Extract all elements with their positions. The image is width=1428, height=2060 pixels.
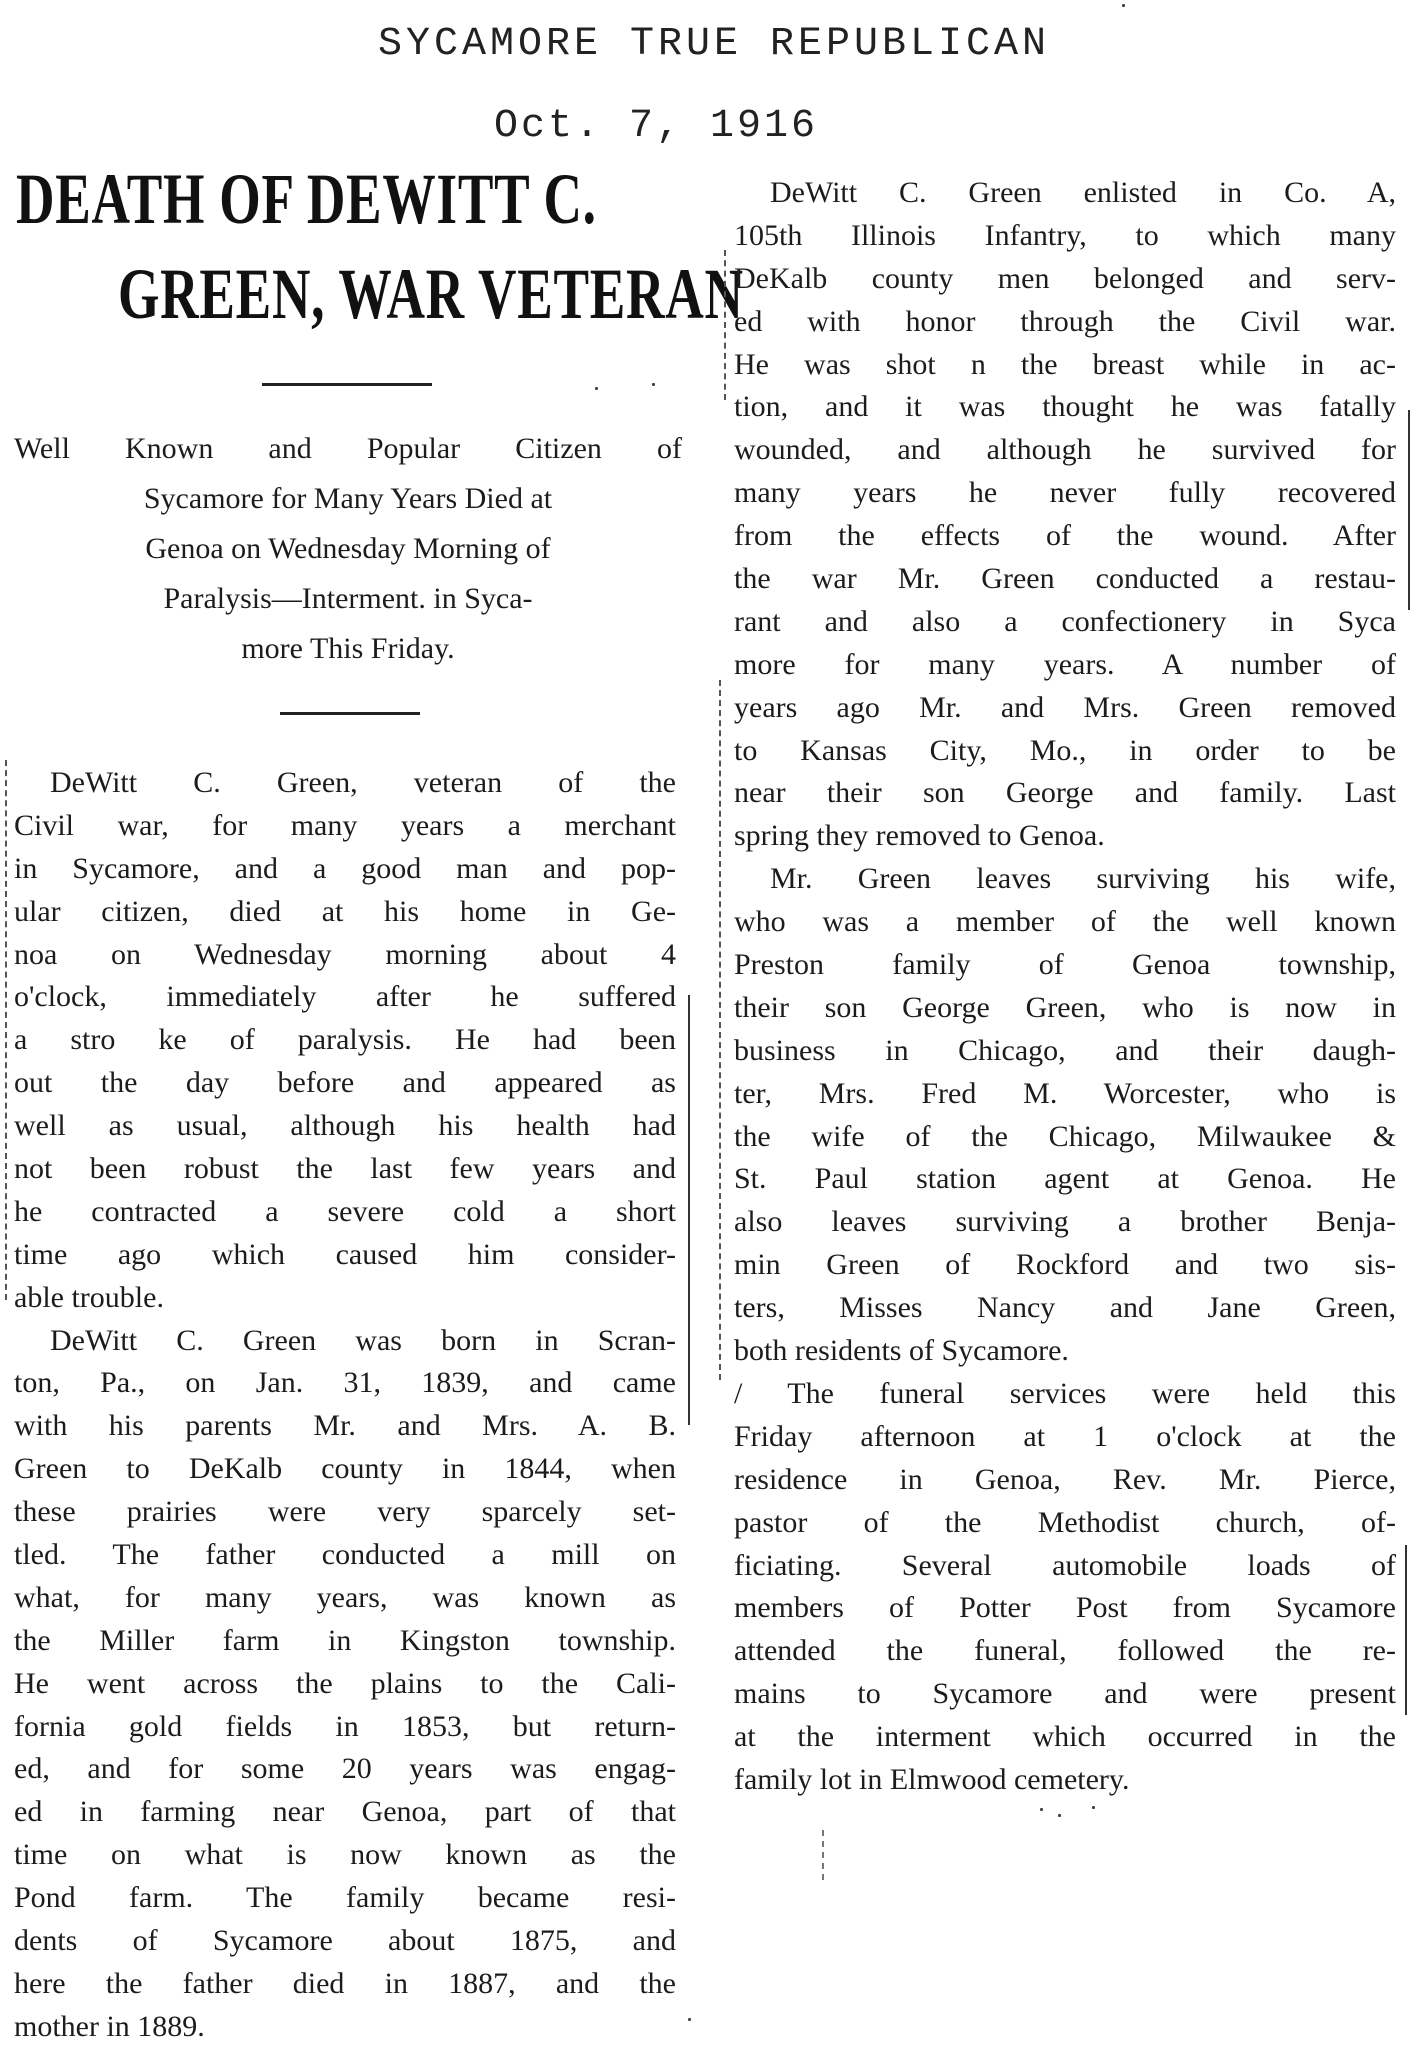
article-text-line: with his parents Mr. and Mrs. A. B. [14, 1409, 676, 1443]
article-text-line: from the effects of the wound. After [734, 519, 1396, 553]
headline-line-2: GREEN, WAR VETERAN [118, 254, 744, 334]
subheadline [14, 424, 682, 674]
article-text-line: more for many years. A number of [734, 647, 1396, 681]
article-text-line: at the interment which occurred in the [734, 1720, 1396, 1754]
article-text-line: He went across the plains to the Cali- [14, 1666, 676, 1700]
article-text-line: the Miller farm in Kingston township. [14, 1623, 676, 1657]
article-text-line: the war Mr. Green conducted a restau- [734, 562, 1396, 596]
article-text-line: ter, Mrs. Fred M. Worcester, who is [734, 1076, 1396, 1110]
print-speck [1092, 1806, 1095, 1809]
article-text-line: family lot in Elmwood cemetery. [734, 1762, 1130, 1796]
article-text-line: dents of Sycamore about 1875, and [14, 1924, 676, 1958]
article-text-line: both residents of Sycamore. [734, 1334, 1069, 1368]
article-text-line: St. Paul station agent at Genoa. He [734, 1162, 1396, 1196]
article-text-line: able trouble. [14, 1280, 164, 1314]
article-text-line: o'clock, immediately after he suffered [14, 980, 676, 1014]
print-speck [652, 383, 655, 386]
column-margin-mark [1405, 1545, 1407, 1715]
newspaper-masthead: SYCAMORE TRUE REPUBLICAN [377, 22, 1051, 67]
article-text-line: out the day before and appeared as [14, 1066, 676, 1100]
article-text-line: residence in Genoa, Rev. Mr. Pierce, [734, 1462, 1396, 1496]
column-margin-mark [1408, 410, 1410, 610]
article-text-line: mother in 1889. [14, 2009, 205, 2043]
print-speck [1040, 1808, 1043, 1811]
article-text-line: Green to DeKalb county in 1844, when [14, 1452, 676, 1486]
article-text-line: pastor of the Methodist church, of- [734, 1505, 1396, 1539]
article-text-line: tion, and it was thought he was fatally [734, 390, 1396, 424]
article-text-line: Mr. Green leaves surviving his wife, [770, 862, 1396, 896]
print-speck [595, 387, 598, 390]
article-text-line: what, for many years, was known as [14, 1580, 676, 1614]
print-speck [1122, 4, 1125, 7]
subhead-line: Well Known and Popular Citizen of [14, 432, 682, 465]
article-text-line: here the father died in 1887, and the [14, 1966, 676, 2000]
article-text-line: well as usual, although his health had [14, 1109, 676, 1143]
column-margin-mark [719, 680, 721, 1380]
article-text-line: not been robust the last few years and [14, 1152, 676, 1186]
publication-date: Oct. 7, 1916 [493, 104, 819, 149]
column-margin-mark [724, 250, 726, 400]
headline-divider [262, 383, 432, 386]
article-text-line: time ago which caused him consider- [14, 1237, 676, 1271]
article-text-line: wounded, and although he survived for [734, 433, 1396, 467]
article-text-line: who was a member of the well known [734, 905, 1396, 939]
article-text-line: DeKalb county men belonged and serv- [734, 261, 1396, 295]
subhead-line: Paralysis—Interment. in Syca- [163, 582, 533, 615]
print-speck [1058, 1814, 1061, 1817]
article-right-column [734, 172, 1396, 1802]
column-margin-mark [5, 760, 7, 1300]
article-text-line: time on what is now known as the [14, 1838, 676, 1872]
article-text-line: a stro ke of paralysis. He had been [14, 1023, 676, 1057]
article-text-line: to Kansas City, Mo., in order to be [734, 733, 1396, 767]
article-text-line: ular citizen, died at his home in Ge- [14, 894, 676, 928]
article-text-line: Civil war, for many years a merchant [14, 808, 676, 842]
article-text-line: ed in farming near Genoa, part of that [14, 1795, 676, 1829]
article-text-line: DeWitt C. Green, veteran of the [50, 766, 676, 799]
article-text-line: Preston family of Genoa township, [734, 948, 1396, 982]
headline-line-1: DEATH OF DEWITT C. [16, 159, 597, 239]
article-text-line: ed with honor through the Civil war. [734, 304, 1396, 338]
article-text-line: in Sycamore, and a good man and pop- [14, 851, 676, 885]
article-text-line: their son George Green, who is now in [734, 990, 1396, 1024]
column-margin-mark [688, 995, 690, 1425]
article-text-line: Pond farm. The family became resi- [14, 1881, 676, 1915]
article-text-line: many years he never fully recovered [734, 476, 1396, 510]
article-text-line: DeWitt C. Green was born in Scran- [50, 1323, 676, 1357]
article-text-line: business in Chicago, and their daugh- [734, 1033, 1396, 1067]
article-text-line: ed, and for some 20 years was engag- [14, 1752, 676, 1786]
column-margin-mark [822, 1830, 824, 1880]
article-text-line: years ago Mr. and Mrs. Green removed [734, 690, 1396, 724]
article-text-line: also leaves surviving a brother Benja- [734, 1205, 1396, 1239]
article-text-line: DeWitt C. Green enlisted in Co. A, [770, 176, 1396, 209]
article-text-line: members of Potter Post from Sycamore [734, 1591, 1396, 1625]
article-text-line: ficiating. Several automobile loads of [734, 1548, 1396, 1582]
article-text-line: / The funeral services were held this [734, 1376, 1396, 1410]
article-text-line: attended the funeral, followed the re- [734, 1634, 1396, 1668]
subhead-divider [280, 712, 420, 715]
article-text-line: mains to Sycamore and were present [734, 1677, 1396, 1711]
article-text-line: rant and also a confectionery in Syca [734, 604, 1396, 638]
article-text-line: tled. The father conducted a mill on [14, 1538, 676, 1572]
article-text-line: Friday afternoon at 1 o'clock at the [734, 1419, 1396, 1453]
article-text-line: He was shot n the breast while in ac- [734, 347, 1396, 381]
article-text-line: spring they removed to Genoa. [734, 819, 1105, 853]
article-left-column [14, 762, 676, 2049]
subhead-line: Sycamore for Many Years Died at [143, 482, 553, 515]
subhead-line: Genoa on Wednesday Morning of [145, 532, 551, 565]
article-text-line: noa on Wednesday morning about 4 [14, 937, 676, 971]
print-speck [688, 2018, 691, 2021]
article-text-line: min Green of Rockford and two sis- [734, 1248, 1396, 1282]
subhead-line: more This Friday. [241, 632, 455, 665]
article-text-line: these prairies were very sparcely set- [14, 1495, 676, 1529]
article-text-line: near their son George and family. Last [734, 776, 1396, 810]
article-text-line: 105th Illinois Infantry, to which many [734, 218, 1396, 252]
article-text-line: ters, Misses Nancy and Jane Green, [734, 1291, 1396, 1325]
article-text-line: the wife of the Chicago, Milwaukee & [734, 1119, 1396, 1153]
article-text-line: he contracted a severe cold a short [14, 1194, 676, 1228]
article-text-line: ton, Pa., on Jan. 31, 1839, and came [14, 1366, 676, 1400]
article-text-line: fornia gold fields in 1853, but return- [14, 1709, 676, 1743]
